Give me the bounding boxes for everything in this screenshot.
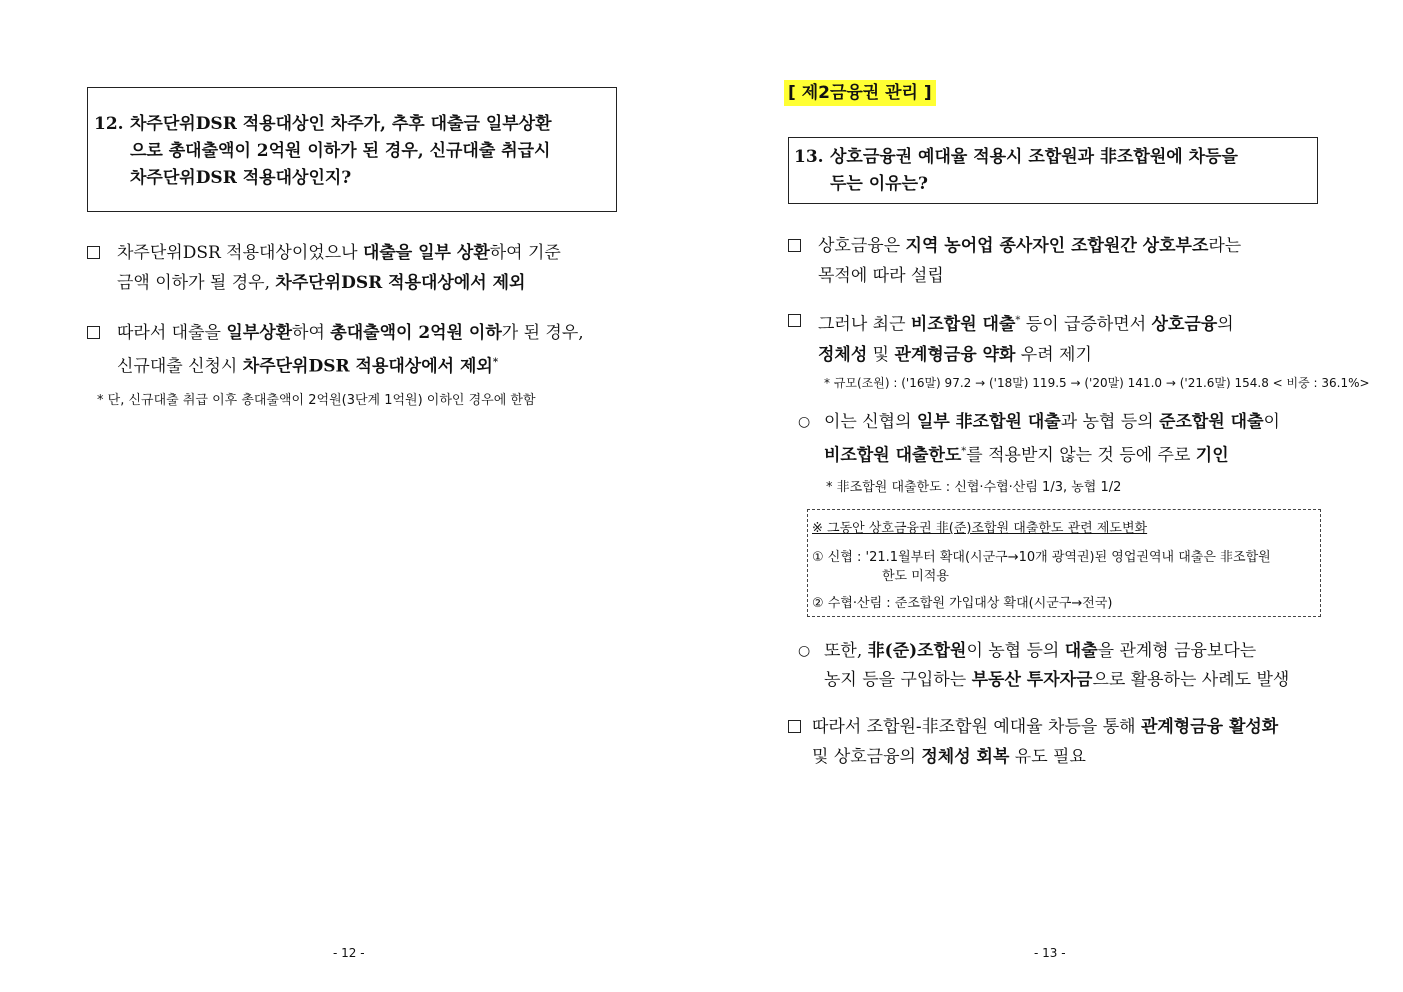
page-number: - 12 - <box>333 946 365 960</box>
checkbox-bullet-icon <box>87 246 100 259</box>
left-page <box>0 0 700 992</box>
info-box <box>807 509 1321 617</box>
info-box-line: 한도 미적용 <box>882 569 949 584</box>
circle-bullet-icon: ○ <box>798 643 811 659</box>
list-item: 따라서 조합원-非조합원 예대율 차등을 통해 관계형금융 활성화 및 상호금융의 정체성 회복 유도 필요 <box>788 712 1328 772</box>
circle-bullet-icon: ○ <box>798 414 811 430</box>
sub-item: ○ 이는 신협의 일부 非조합원 대출과 농협 등의 준조합원 대출이 비조합원 대출한도*를 적용받지 않는 것 등에 주로 기인 <box>798 408 1328 471</box>
question-line: 두는 이유는? <box>830 174 928 194</box>
checkbox-bullet-icon <box>788 239 801 252</box>
info-box-title: ※ 그동안 상호금융권 非(준)조합원 대출한도 관련 제도변화 <box>812 521 1148 536</box>
question-line: 12. 차주단위DSR 적용대상인 차주가, 추후 대출금 일부상환 <box>94 111 616 138</box>
page-number: - 13 - <box>1034 946 1066 960</box>
info-box-line: ① 신협 : '21.1월부터 확대(시군구→10개 광역권)된 영업권역내 대출은 非조합원 <box>812 550 1271 565</box>
list-item: 따라서 대출을 일부상환하여 총대출액이 2억원 이하가 된 경우, 신규대출 신청시 차주단위DSR 적용대상에서 제외* <box>87 318 627 382</box>
question-box-12 <box>87 87 617 212</box>
question-number: 13. <box>794 147 824 167</box>
checkbox-bullet-icon <box>87 326 100 339</box>
footnote: * 非조합원 대출한도 : 신협·수협·산림 1/3, 농협 1/2 <box>826 480 1122 495</box>
list-item: 차주단위DSR 적용대상이었으나 대출을 일부 상환하여 기준 금액 이하가 될 경우, 차주단위DSR 적용대상에서 제외 <box>87 238 627 298</box>
footnote: * 단, 신규대출 취급 이후 총대출액이 2억원(3단계 1억원) 이하인 경우에 한함 <box>97 393 536 408</box>
question-number: 12. <box>94 114 124 134</box>
question-line: 차주단위DSR 적용대상인지? <box>130 168 352 188</box>
question-line: 으로 총대출액이 2억원 이하가 된 경우, 신규대출 취급시 <box>130 141 551 161</box>
question-line: 13. 상호금융권 예대율 적용시 조합원과 非조합원에 차등을 <box>794 144 1317 171</box>
list-item: 상호금융은 지역 농어업 종사자인 조합원간 상호부조라는 목적에 따라 설립 <box>788 231 1328 291</box>
sub-item: ○ 또한, 非(준)조합원이 농협 등의 대출을 관계형 금융보다는 농지 등을 구입하는 부동산 투자자금으로 활용하는 사례도 발생 <box>798 637 1328 695</box>
info-box-line: ② 수협·산림 : 준조합원 가입대상 확대(시군구→전국) <box>812 596 1113 611</box>
footnote: * 규모(조원) : ('16말) 97.2 → ('18말) 119.5 → ('20말) 141.0 → ('21.6말) 154.8 < 비중 : 36.1%> <box>824 376 1370 390</box>
question-box-13 <box>788 137 1318 204</box>
section-tag: [ 제2금융권 관리 ] <box>784 80 936 106</box>
right-page <box>700 0 1403 992</box>
list-item: 그러나 최근 비조합원 대출* 등이 급증하면서 상호금융의 정체성 및 관계형금융 약화 우려 제기 <box>788 306 1328 370</box>
checkbox-bullet-icon <box>788 314 801 327</box>
checkbox-bullet-icon <box>788 720 801 733</box>
